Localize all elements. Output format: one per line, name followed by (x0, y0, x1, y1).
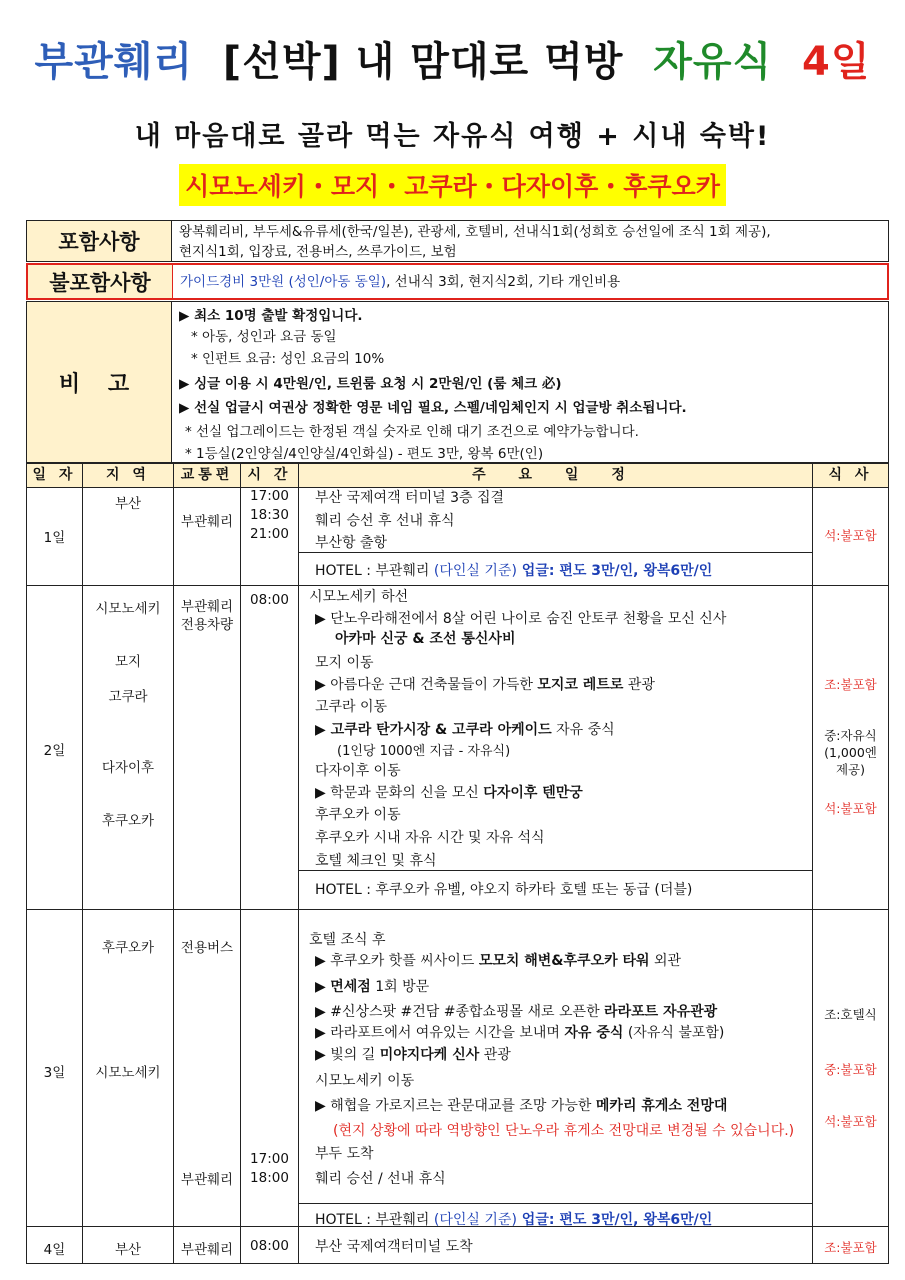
hotel-room: (다인실 기준) (433, 1212, 517, 1228)
highlight: 자유 중식 (564, 1025, 624, 1041)
excluded-row (26, 263, 889, 300)
hotel-room: (다인실 기준) (433, 563, 517, 579)
schedule-item: 모지 이동 (315, 655, 374, 671)
schedule-item: 후쿠오카 이동 (315, 807, 401, 823)
hotel-info (315, 560, 712, 580)
highlight: 메카리 휴게소 전망대 (595, 1098, 728, 1114)
highlight: ▶ 고쿠라 탄가시장 & 고쿠라 아케이드 (315, 722, 552, 738)
hotel-info (315, 1209, 712, 1229)
note-line: * 아동, 성인과 요금 동일 (191, 329, 337, 345)
title-days: 4일 (802, 39, 871, 85)
day-label: 3일 (43, 1065, 66, 1081)
day-label: 1일 (43, 530, 66, 546)
time: 17:00 (250, 488, 289, 504)
schedule-item (315, 1095, 727, 1115)
region: 모지 (114, 654, 142, 670)
schedule-item: 호텔 조식 후 (309, 932, 386, 948)
schedule-item (315, 976, 429, 996)
transport: 부관훼리 (180, 514, 234, 530)
meal: 중:불포함 (824, 1062, 877, 1077)
column-divider (812, 464, 813, 1263)
day-label: 2일 (43, 743, 66, 759)
title-brand: 부관훼리 (34, 39, 194, 85)
excluded-label: 불포함사항 (28, 265, 173, 298)
meal: 조:불포함 (824, 1240, 877, 1255)
hotel-prefix: HOTEL : 부관훼리 (315, 563, 434, 579)
hotel-upgrade: 업글: 편도 3만/인, 왕복6만/인 (516, 563, 713, 579)
text: ▶ 아름다운 근대 건축물들이 가득한 (315, 677, 538, 693)
page-title (0, 30, 905, 87)
table-header (27, 464, 888, 488)
highlight: 모모치 해변&후쿠오카 타워 (478, 953, 650, 969)
time: 08:00 (250, 592, 289, 608)
highlight: 다자이후 텐만궁 (483, 785, 583, 801)
note-line: * 인펀트 요금: 성인 요금의 10% (191, 351, 385, 367)
schedule-item (315, 674, 655, 694)
meal: 석:불포함 (824, 1114, 877, 1129)
header-transport: 교통편 (180, 467, 234, 483)
time: 18:00 (250, 1170, 289, 1186)
day-label: 4일 (43, 1242, 66, 1258)
schedule-item (315, 1022, 724, 1042)
schedule-item: 훼리 승선 / 선내 휴식 (315, 1171, 446, 1187)
hotel-info: HOTEL : 후쿠오카 유벨, 야오지 하카타 호텔 또는 동급 (더블) (315, 882, 693, 898)
schedule-item (315, 1044, 511, 1064)
hotel-divider (299, 1203, 812, 1204)
transport: 전용차량 (180, 617, 234, 633)
hotel-divider (299, 870, 812, 871)
highlight: 면세점 (330, 979, 371, 995)
row-divider (27, 585, 888, 586)
transport: 부관훼리 (180, 599, 234, 615)
meal: 조:불포함 (824, 677, 877, 692)
schedule-item: 시모노세키 이동 (315, 1073, 415, 1089)
meal: 조:호텔식 (824, 1007, 877, 1022)
text: ▶ 학문과 문화의 신을 모신 (315, 785, 484, 801)
header-time: 시 간 (247, 467, 292, 483)
region: 고쿠라 (108, 689, 148, 705)
region: 다자이후 (101, 760, 155, 776)
text: 자유 중식 (551, 722, 615, 738)
time: 17:00 (250, 1151, 289, 1167)
included-row (26, 220, 889, 262)
note-line: * 선실 업그레이드는 한정된 객실 숫자로 인해 대기 조건으로 예약가능합니다. (185, 424, 639, 440)
subtitle: 내 마음대로 골라 먹는 자유식 여행 + 시내 숙박! (134, 121, 771, 152)
title-main: [선박] 내 맘대로 먹방 (222, 39, 624, 85)
text: ▶ 후쿠오카 핫플 씨사이드 (315, 953, 479, 969)
time: 21:00 (250, 526, 289, 542)
column-divider (82, 464, 83, 1263)
schedule-item: 시모노세키 하선 (309, 589, 409, 605)
schedule-highlight: 아카마 신궁 & 조선 통신사비 (335, 631, 516, 647)
highlight: 모지코 레트로 (537, 677, 624, 693)
schedule-table (26, 463, 889, 1264)
highlight: 라라포트 자유관광 (604, 1004, 718, 1020)
text: 관광 (623, 677, 655, 693)
included-line-1: 왕복훼리비, 부두세&유류세(한국/일본), 관광세, 호텔비, 선내식1회(성희호 승선일에 조식 1회 제공), (179, 224, 771, 240)
column-divider (173, 464, 174, 1263)
schedule-item: 부산항 출항 (315, 535, 388, 551)
schedule-item: (1인당 1000엔 지급 - 자유식) (337, 744, 511, 759)
text: ▶ 해협을 가로지르는 관문대교를 조망 가능한 (315, 1098, 596, 1114)
time: 08:00 (250, 1238, 289, 1254)
region: 후쿠오카 (101, 940, 155, 956)
note-line: ▶ 선실 업글시 여권상 정확한 영문 네임 필요, 스펠/네임체인지 시 업글방 취소됩니다. (179, 400, 687, 416)
cities-banner (0, 164, 905, 206)
region: 후쿠오카 (101, 813, 155, 829)
cities-text: 시모노세키・모지・고쿠라・다자이후・후쿠오카 (179, 164, 726, 206)
meal: 중:자유식 (824, 728, 877, 743)
note-line: ▶ 최소 10명 출발 확정입니다. (179, 308, 363, 324)
highlight: 미야지다케 신사 (379, 1047, 480, 1063)
column-divider (298, 464, 299, 1263)
hotel-divider (299, 552, 812, 553)
schedule-item (315, 950, 681, 970)
meal: 석:불포함 (824, 528, 877, 543)
header-meal: 식 사 (828, 467, 873, 483)
notes-label: 비 고 (27, 302, 172, 462)
row-divider (27, 909, 888, 910)
text: (자유식 불포함) (623, 1025, 725, 1041)
hotel-prefix: HOTEL : 부관훼리 (315, 1212, 434, 1228)
excluded-text (180, 272, 881, 292)
schedule-note: (현지 상황에 따라 역방향인 단노우라 휴게소 전망대로 변경될 수 있습니다.) (333, 1123, 795, 1139)
schedule-item: 호텔 체크인 및 휴식 (315, 853, 437, 869)
schedule-item: 다자이후 이동 (315, 763, 401, 779)
included-label: 포함사항 (27, 221, 172, 261)
schedule-item: 고쿠라 이동 (315, 699, 388, 715)
schedule-item (315, 719, 615, 739)
text: ▶ #신상스팟 #건담 #종합쇼핑몰 새로 오픈한 (315, 1004, 605, 1020)
time: 18:30 (250, 507, 289, 523)
region: 부산 (114, 496, 142, 512)
hotel-upgrade: 업글: 편도 3만/인, 왕복6만/인 (516, 1212, 713, 1228)
region: 시모노세키 (95, 601, 161, 617)
schedule-item: 부두 도착 (315, 1146, 374, 1162)
schedule-item: ▶ 단노우라해전에서 8살 어린 나이로 숨진 안토쿠 천황을 모신 신사 (315, 611, 727, 627)
text: ▶ 빛의 길 (315, 1047, 380, 1063)
meal: (1,000엔 (824, 745, 877, 760)
included-line-2: 현지식1회, 입장료, 전용버스, 쓰루가이드, 보험 (179, 244, 457, 260)
region: 부산 (114, 1242, 142, 1258)
schedule-item: 부산 국제여객 터미널 3층 집결 (315, 490, 504, 506)
text: 외관 (649, 953, 682, 969)
included-text (179, 222, 882, 262)
header-region: 지 역 (106, 467, 150, 483)
text: ▶ (315, 979, 331, 995)
region: 시모노세키 (95, 1065, 161, 1081)
column-divider (240, 464, 241, 1263)
schedule-item: 훼리 승선 후 선내 휴식 (315, 513, 455, 529)
notes-row (26, 301, 889, 463)
text: 관광 (479, 1047, 511, 1063)
header-day: 일 자 (32, 467, 77, 483)
schedule-item (315, 782, 583, 802)
excluded-rest: , 선내식 3회, 현지식2회, 기타 개인비용 (386, 274, 621, 290)
note-line: * 1등실(2인양실/4인양실/4인화실) - 편도 3만, 왕복 6만(인) (185, 446, 544, 462)
transport: 전용버스 (180, 940, 234, 956)
title-free-meal: 자유식 (653, 39, 773, 85)
guide-fee: 가이드경비 3만원 (성인/아동 동일) (180, 274, 387, 290)
transport: 부관훼리 (180, 1242, 234, 1258)
header-schedule: 주 요 일 정 (472, 467, 639, 483)
transport: 부관훼리 (180, 1172, 234, 1188)
schedule-item: 부산 국제여객터미널 도착 (315, 1239, 473, 1255)
schedule-item (315, 1001, 717, 1021)
text: 1회 방문 (370, 979, 430, 995)
meal: 제공) (835, 762, 866, 777)
note-line: ▶ 싱글 이용 시 4만원/인, 트윈룸 요청 시 2만원/인 (룸 체크 必) (179, 376, 562, 392)
text: ▶ 라라포트에서 여유있는 시간을 보내며 (315, 1025, 565, 1041)
meal: 석:불포함 (824, 801, 877, 816)
schedule-item: 후쿠오카 시내 자유 시간 및 자유 석식 (315, 830, 545, 846)
